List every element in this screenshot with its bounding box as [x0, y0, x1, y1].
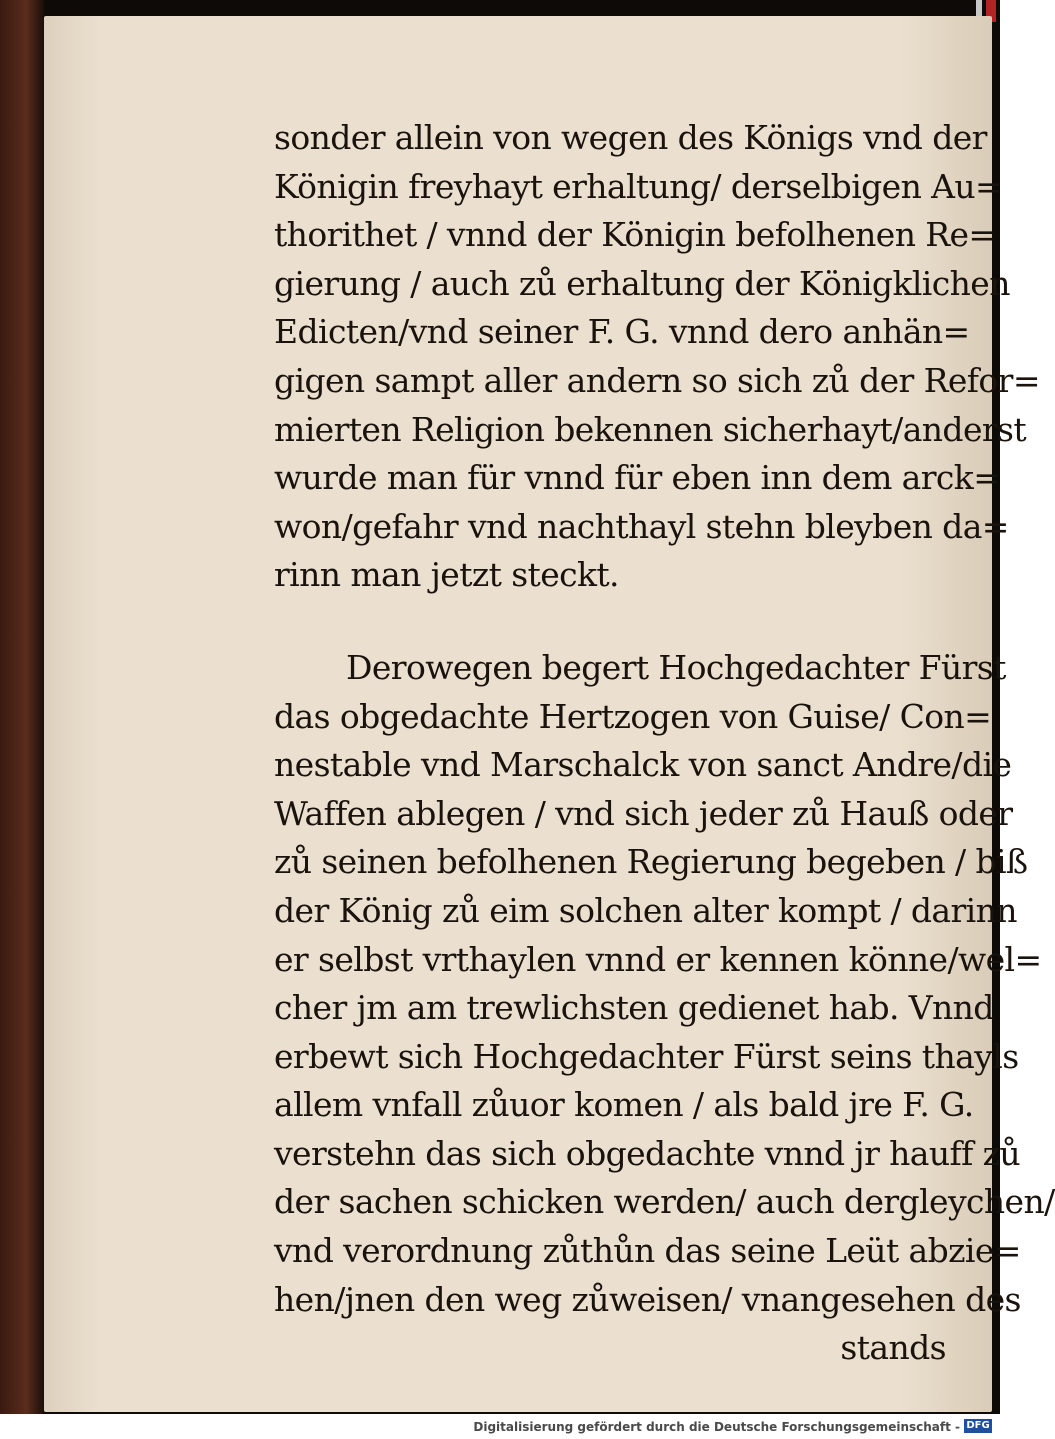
- text-line: cher jm am trewlichsten gedienet hab. Vnnd: [274, 988, 994, 1028]
- text-line: Edicten/vnd seiner F. G. vnnd dero anhän=: [274, 312, 970, 352]
- book-spine-edge: [0, 0, 44, 1414]
- text-line: hen/jnen den weg zůweisen/ vnangesehen des: [274, 1279, 1021, 1319]
- paragraph-gap: [274, 600, 946, 644]
- text-line: nestable vnd Marschalck von sanct Andre/die: [274, 745, 1012, 785]
- text-line: das obgedachte Hertzogen von Guise/ Con=: [274, 696, 992, 736]
- text-line: Waffen ablegen / vnd sich jeder zů Hauß oder: [274, 793, 1013, 833]
- text-line: mierten Religion bekennen sicherhayt/anderst: [274, 409, 1027, 449]
- footer-bar: [0, 1414, 1000, 1439]
- text-line: thorithet / vnnd der Königin befolhenen Re=: [274, 215, 996, 255]
- paragraph-2: [274, 644, 1055, 1324]
- text-line: Derowegen begert Hochgedachter Fürst: [346, 647, 1006, 687]
- funding-credit: Digitalisierung gefördert durch die Deutsche Forschungsgemeinschaft -: [473, 1420, 960, 1434]
- text-line: allem vnfall zůuor komen / als bald jre F. G.: [274, 1085, 974, 1125]
- text-line: zů seinen befolhenen Regierung begeben / biß: [274, 842, 1028, 882]
- text-line: gigen sampt aller andern so sich zů der Refor=: [274, 360, 1040, 400]
- text-line: sonder allein von wegen des Königs vnd der: [274, 118, 987, 157]
- text-line: gierung / auch zů erhaltung der Königklichen: [274, 263, 1010, 303]
- catchword: stands: [840, 1328, 946, 1368]
- text-line: vnd verordnung zůthůn das seine Leüt abzie=: [274, 1231, 1021, 1271]
- text-line: erbewt sich Hochgedachter Fürst seins thayls: [274, 1036, 1019, 1076]
- dfg-logo: DFG: [964, 1419, 992, 1433]
- text-line: wurde man für vnnd für eben inn dem arck=: [274, 458, 1001, 498]
- text-line: verstehn das sich obgedachte vnnd jr hauff zů: [274, 1133, 1021, 1173]
- text-line: won/gefahr vnd nachthayl stehn bleyben da=: [274, 506, 1009, 546]
- text-line: Königin freyhayt erhaltung/ derselbigen Au=: [274, 166, 1003, 206]
- page-text: [274, 114, 1055, 1373]
- text-line: rinn man jetzt steckt.: [274, 555, 619, 595]
- paragraph-1: [274, 114, 1040, 600]
- text-line: der König zů eim solchen alter kompt / darinn: [274, 890, 1017, 930]
- text-line: er selbst vrthaylen vnnd er kennen könne/wel=: [274, 939, 1042, 979]
- text-line: der sachen schicken werden/ auch dergleychen/: [274, 1182, 1055, 1222]
